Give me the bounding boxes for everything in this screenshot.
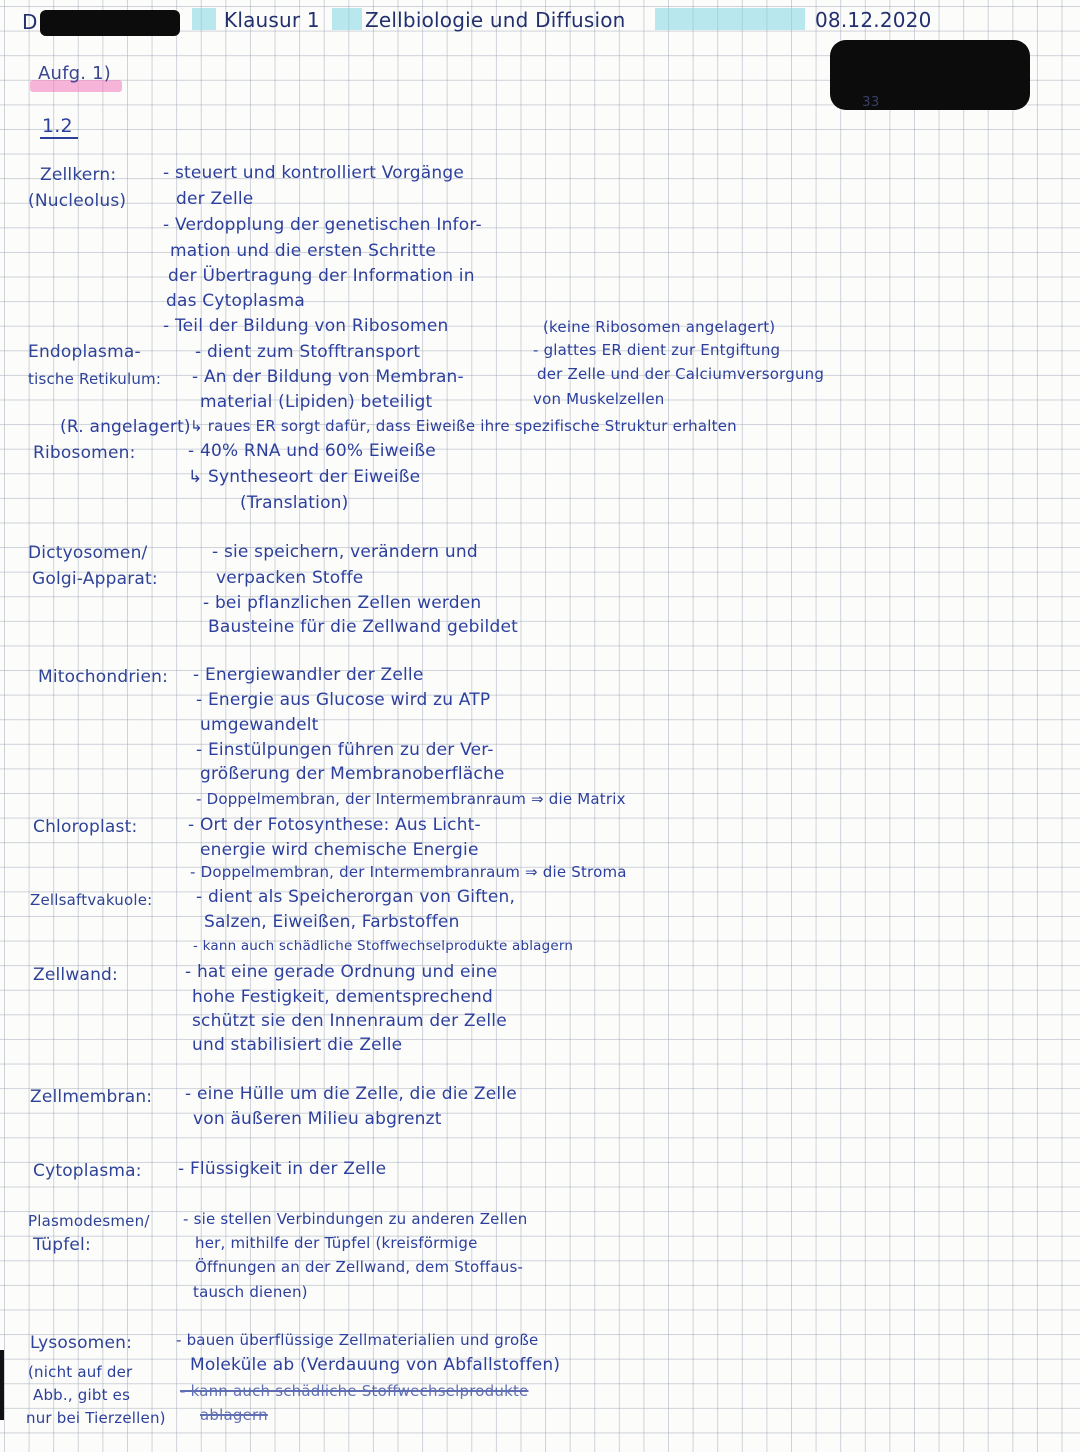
top-right-redaction [830,40,1030,110]
task-sub-underline [40,137,78,139]
lysosomen-line: Moleküle ab (Verdauung von Abfallstoffen) [190,1355,561,1375]
mitochondrien-line: - Energie aus Glucose wird zu ATP [196,690,491,710]
cytoplasma-line: - Flüssigkeit in der Zelle [178,1159,387,1179]
exam-date: 08.12.2020 [815,8,932,32]
name-redaction [40,10,180,36]
exam-topic: Zellbiologie und Diffusion [365,8,626,32]
ribosomen-line: ↳ Syntheseort der Eiweiße [188,467,421,487]
lysosomen-note: Abb., gibt es [33,1386,131,1404]
er-smooth-line: von Muskelzellen [533,390,665,408]
term-er: Endoplasma- [28,342,141,362]
zellkern-line: mation und die ersten Schritte [170,241,437,261]
header-highlight-mid [332,8,362,30]
zellkern-line: der Zelle [176,189,254,209]
mitochondrien-line: umgewandelt [200,715,319,735]
plasmodesmen-line: her, mithilfe der Tüpfel (kreisförmige [195,1234,478,1252]
term-golgi: Golgi-Apparat: [32,569,158,589]
plasmodesmen-line: Öffnungen an der Zellwand, dem Stoffaus- [195,1258,524,1276]
mitochondrien-line: größerung der Membranoberfläche [200,764,505,784]
term-vakuole: Zellsaftvakuole: [30,891,153,909]
term-mitochondrien: Mitochondrien: [38,667,169,687]
chloroplast-line: - Ort der Fotosynthese: Aus Licht- [188,815,481,835]
term-nucleolus: (Nucleolus) [28,191,127,211]
term-plasmodesmen: Plasmodesmen/ [28,1212,150,1230]
term-tuepfel: Tüpfel: [33,1235,91,1255]
chloroplast-line: - Doppelmembran, der Intermembranraum ⇒ die Stroma [190,863,627,881]
er-smooth-note: (keine Ribosomen angelagert) [543,318,776,336]
header-highlight-right [655,8,805,30]
name-initial: D [22,10,38,34]
er-rough-line: ↳ raues ER sorgt dafür, dass Eiweiße ihre spezifische Struktur erhalten [190,417,737,435]
zellkern-line: - steuert und kontrolliert Vorgänge [163,163,464,183]
term-chloroplast: Chloroplast: [33,817,138,837]
term-dictyosomen: Dictyosomen/ [28,543,148,563]
task-sub: 1.2 [42,115,73,137]
chloroplast-line: energie wird chemische Energie [200,840,479,860]
ribosomen-line: - 40% RNA und 60% Eiweiße [188,441,436,461]
term-zellkern: Zellkern: [40,165,117,185]
zellkern-line: - Verdopplung der genetischen Infor- [163,215,482,235]
term-zellwand: Zellwand: [33,965,118,985]
zellkern-line: der Übertragung der Information in [168,266,475,286]
margin-mark [0,1350,4,1420]
zellmembran-line: von äußeren Milieu abgrenzt [193,1109,442,1129]
zellwand-line: - hat eine gerade Ordnung und eine [185,962,498,982]
zellwand-line: und stabilisiert die Zelle [192,1035,403,1055]
zellwand-line: hohe Festigkeit, dementsprechend [192,987,494,1007]
ribosomen-line: (Translation) [240,493,349,513]
header-highlight-left [192,8,216,30]
task-label: Aufg. 1) [38,63,112,84]
zellkern-line: das Cytoplasma [166,291,306,311]
term-cytoplasma: Cytoplasma: [33,1161,142,1181]
term-er-2: tische Retikulum: [28,370,162,388]
mitochondrien-line: - Energiewandler der Zelle [193,665,424,685]
er-line: - dient zum Stofftransport [195,342,421,362]
vakuole-line: - dient als Speicherorgan von Giften, [196,887,516,907]
vakuole-line: Salzen, Eiweißen, Farbstoffen [204,912,460,932]
margin-number: 33 [862,94,880,110]
lysosomen-struck-line: ablagern [200,1406,268,1424]
zellkern-line: - Teil der Bildung von Ribosomen [163,316,449,336]
mitochondrien-line: - Doppelmembran, der Intermembranraum ⇒ die Matrix [196,790,626,808]
term-zellmembran: Zellmembran: [30,1087,153,1107]
lysosomen-line: - bauen überflüssige Zellmaterialien und große [176,1331,539,1349]
plasmodesmen-line: - sie stellen Verbindungen zu anderen Zellen [183,1210,528,1228]
dictyosomen-line: - bei pflanzlichen Zellen werden [203,593,482,613]
plasmodesmen-line: tausch dienen) [193,1283,308,1301]
er-line: material (Lipiden) beteiligt [200,392,433,412]
term-lysosomen: Lysosomen: [30,1333,133,1353]
lysosomen-struck-line: - kann auch schädliche Stoffwechselprodukte [180,1382,529,1400]
exam-title: Klausur 1 [224,8,320,32]
zellwand-line: schützt sie den Innenraum der Zelle [192,1011,507,1031]
er-smooth-line: - glattes ER dient zur Entgiftung [533,341,781,359]
mitochondrien-line: - Einstülpungen führen zu der Ver- [196,740,494,760]
dictyosomen-line: Bausteine für die Zellwand gebildet [208,617,518,637]
er-line: - An der Bildung von Membran- [192,367,464,387]
lysosomen-note: nur bei Tierzellen) [26,1409,166,1427]
zellmembran-line: - eine Hülle um die Zelle, die die Zelle [185,1084,517,1104]
term-ribosomen: Ribosomen: [33,443,136,463]
lysosomen-note: (nicht auf der [28,1363,133,1381]
dictyosomen-line: - sie speichern, verändern und [212,542,478,562]
er-smooth-line: der Zelle und der Calciumversorgung [537,365,825,383]
vakuole-line: - kann auch schädliche Stoffwechselprodukte ablagern [193,938,574,954]
dictyosomen-line: verpacken Stoffe [216,568,364,588]
er-rough-note: (R. angelagert) [60,417,191,437]
